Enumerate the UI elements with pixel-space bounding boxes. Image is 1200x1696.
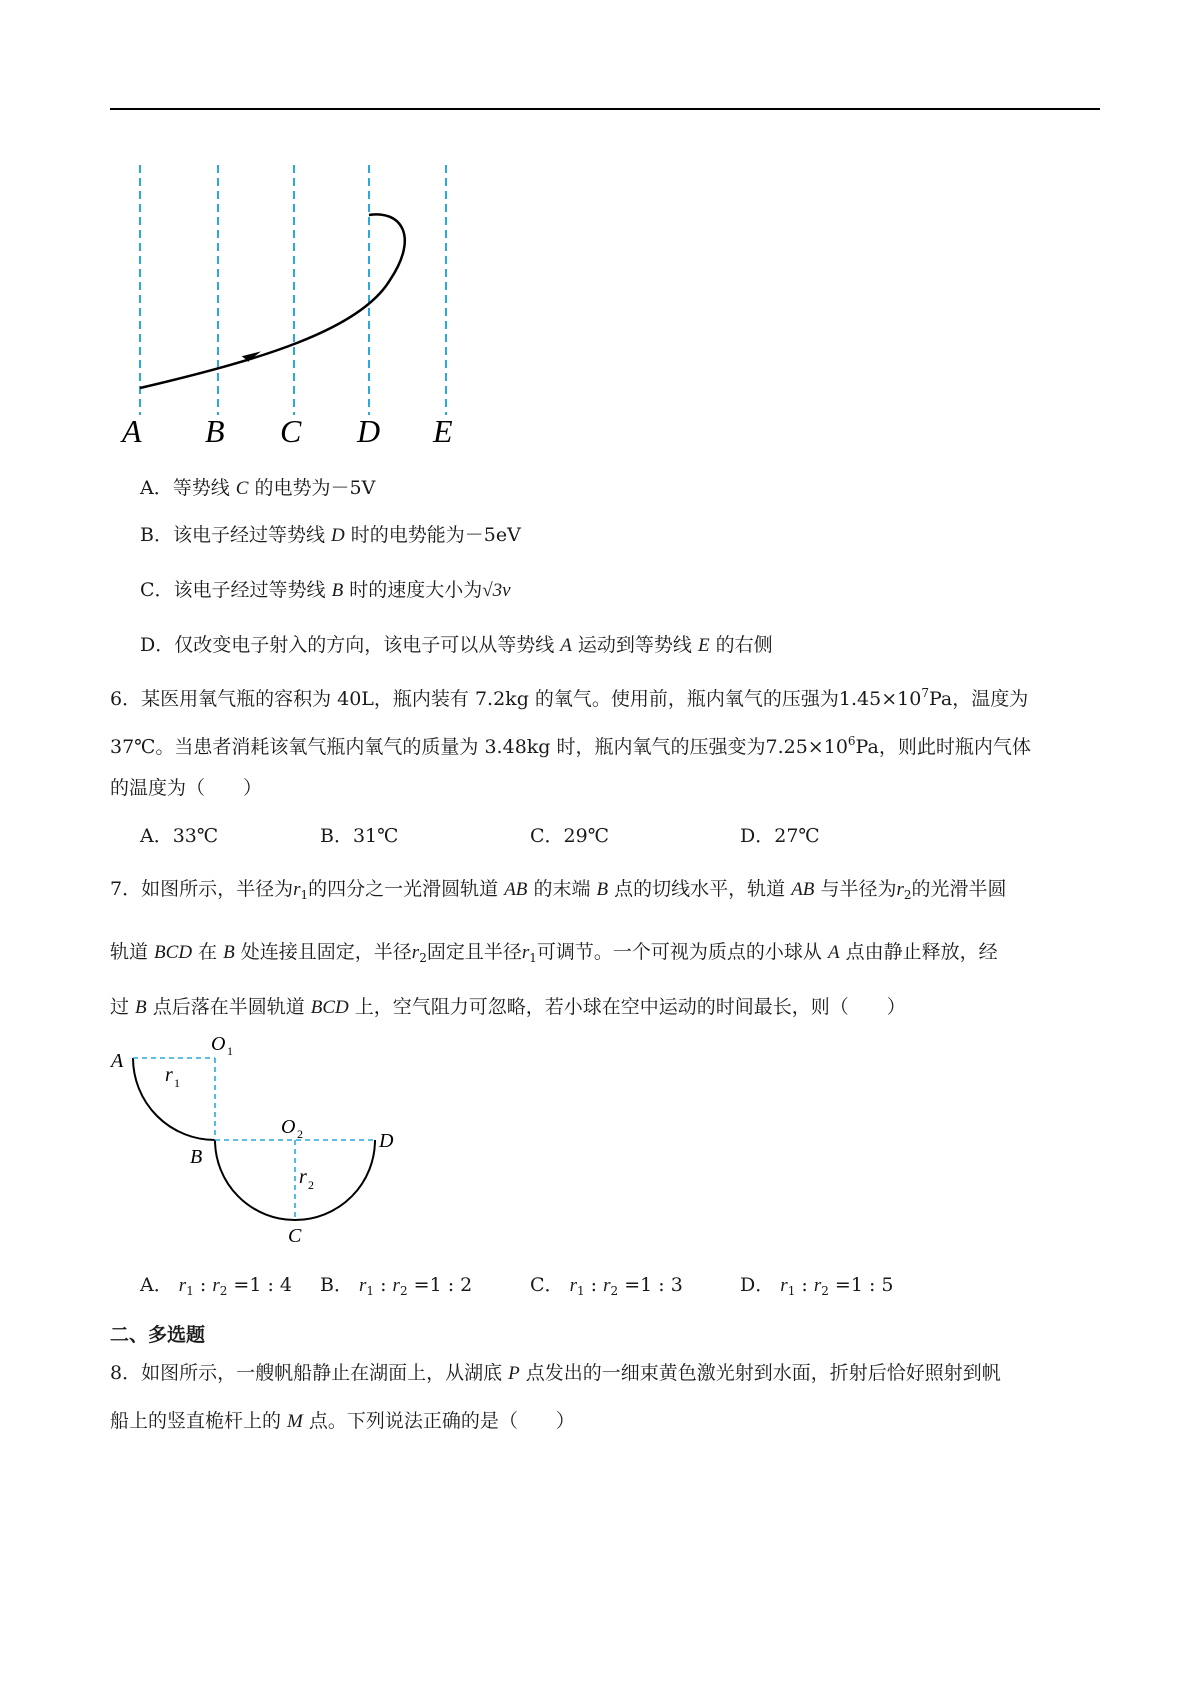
q7-line-1: 7．如图所示，半径为$r_1$的四分之一光滑圆轨道 AB 的末端 B 点的切线水平，轨道 AB 与半径为$r_2$的光滑半圆 [110,878,1007,902]
q5-option-b[interactable]: B．该电子经过等势线 D 时的电势能为－5eV [140,524,521,546]
q7-line-3: 过 B 点后落在半圆轨道 BCD 上，空气阻力可忽略，若小球在空中运动的时间最长，则（ ） [110,996,906,1018]
fig2-label-o2-sub: 2 [297,1127,303,1141]
electron-trajectory [140,214,405,388]
label-a: A [122,413,142,449]
q6-option-d[interactable]: D．27℃ [740,825,820,847]
q7-option-b[interactable]: B． $r_1$ : $r_2 =1$ : 2 [320,1274,473,1298]
q8-line-1: 8．如图所示，一艘帆船静止在湖面上，从湖底 P 点发出的一细束黄色激光射到水面，折射后恰好照射到帆 [110,1362,1001,1384]
quarter-circle-track-ab [133,1058,215,1140]
label-b: B [205,413,225,449]
fig2-label-d: D [379,1130,394,1152]
q7-option-d[interactable]: D． $r_1$ : $r_2 =1$ : 5 [740,1274,894,1298]
q6-option-c[interactable]: C．29℃ [530,825,609,847]
fig2-label-c: C [288,1225,302,1245]
fig2-label-a: A [111,1050,124,1072]
q6-line-3: 的温度为（ ） [110,777,263,799]
sqrt3-v-math: √3v [482,580,511,601]
section-heading-multiple-choice: 二、多选题 [110,1324,206,1346]
fig2-label-b: B [190,1146,203,1168]
q5-option-a[interactable]: A．等势线 C 的电势为－5V [140,477,376,499]
q5-option-c[interactable]: C．该电子经过等势线 B 时的速度大小为√3v [140,579,511,601]
fig2-label-r2: r [299,1166,307,1188]
track-figure [105,1035,405,1245]
label-e: E [433,413,453,449]
q6-option-b[interactable]: B．31℃ [320,825,399,847]
fig2-label-r2-sub: 2 [308,1178,314,1192]
q7-option-c[interactable]: C． $r_1$ : $r_2 =1$ : 3 [530,1274,683,1298]
header-rule [110,108,1100,110]
fig2-label-o1-sub: 1 [227,1044,233,1058]
fig2-label-o2: O [281,1116,296,1138]
label-d: D [357,413,381,449]
label-c: C [280,413,302,449]
fig2-label-r1: r [165,1064,173,1086]
fig2-label-o1: O [211,1035,226,1055]
q7-line-2: 轨道 BCD 在 B 处连接且固定，半径$r_2$固定且半径$r_1$可调节。一个可视为质点的小球从 A 点由静止释放，经 [110,941,998,965]
q5-option-d[interactable]: D．仅改变电子射入的方向，该电子可以从等势线 A 运动到等势线 E 的右侧 [140,634,773,656]
q6-option-a[interactable]: A．33℃ [140,825,219,847]
equipotential-figure [110,160,470,450]
q7-option-a[interactable]: A． $r_1$ : $r_2 =1$ : 4 [140,1274,292,1298]
q6-line-2: 37℃。当患者消耗该氧气瓶内氧气的质量为 3.48kg 时，瓶内氧气的压强变为$7.25\times 10^6Pa$，则此时瓶内气体 [110,734,1031,758]
fig2-label-r1-sub: 1 [174,1076,180,1090]
q8-line-2: 船上的竖直桅杆上的 M 点。下列说法正确的是（ ） [110,1410,575,1432]
q6-line-1: 6．某医用氧气瓶的容积为 40L，瓶内装有 7.2kg 的氧气。使用前，瓶内氧气的压强为$1.45\times 10^7Pa$，温度为 [110,686,1029,710]
